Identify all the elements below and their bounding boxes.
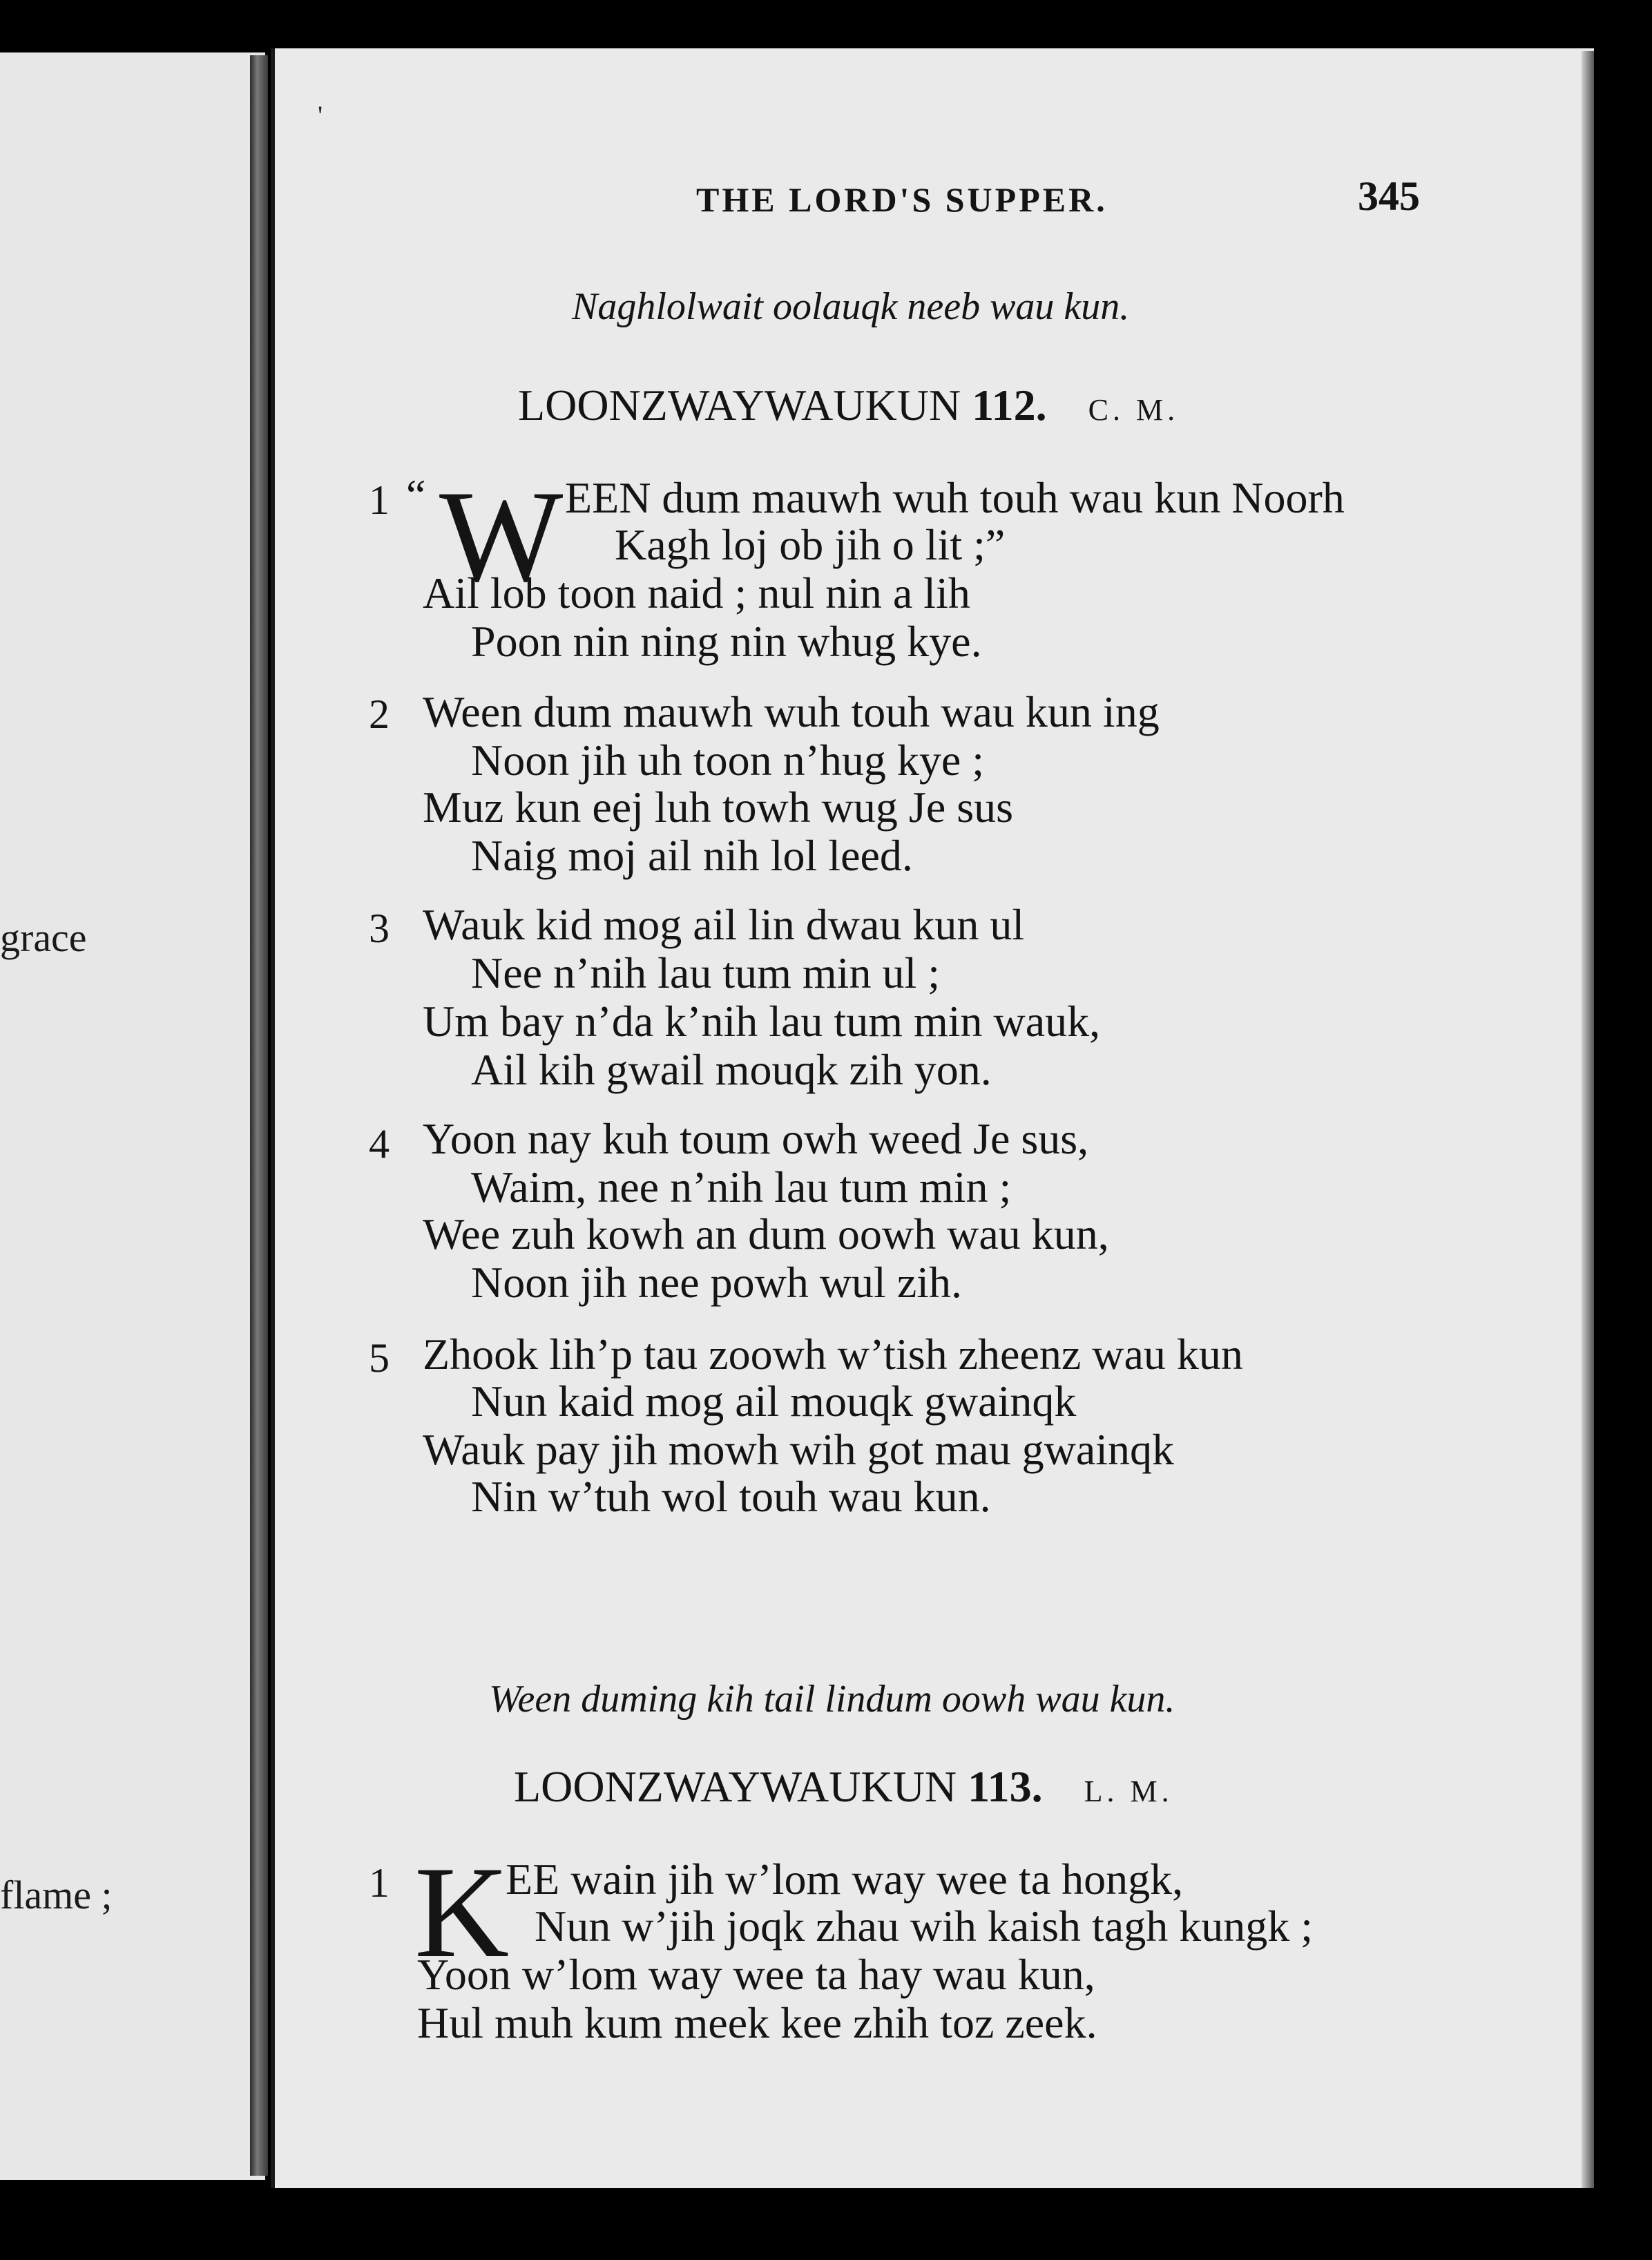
left-page-fragment: grace [0, 915, 87, 960]
print-speck: ' [318, 100, 323, 131]
page-header [275, 131, 1594, 219]
hymn-number: 113. [968, 1762, 1043, 1811]
verse-line: Hul muh kum meek kee zhih toz zeek. [417, 1998, 1097, 2047]
page-edge-shadow [1582, 51, 1594, 2188]
hymn-heading [514, 1761, 1173, 1812]
verse-line: Um bay n’da k’nih lau tum min wauk, [423, 997, 1101, 1046]
hymn-number: 112. [972, 381, 1047, 430]
page-number: 345 [1358, 173, 1420, 219]
book-gutter [250, 55, 268, 2176]
verse-number: 2 [369, 691, 390, 737]
hymn-meter: L. M. [1084, 1774, 1173, 1808]
hymn-subtitle: Ween duming kih tail lindum oowh wau kun. [489, 1678, 1175, 1721]
left-page [0, 52, 265, 2180]
drop-cap: W [439, 464, 564, 609]
verse-number: 4 [369, 1121, 390, 1167]
verse-line: Wauk kid mog ail lin dwau kun ul [423, 900, 1025, 949]
hymn-meter: C. M. [1088, 393, 1180, 427]
verse-line: Noon jih uh toon n’hug kye ; [471, 736, 985, 785]
hymn-subtitle: Naghlolwait oolauqk neeb wau kun. [572, 285, 1130, 328]
verse-line: Nun w’jih joqk zhau wih kaish tagh kungk ; [535, 1902, 1313, 1951]
hymn-heading [518, 380, 1179, 431]
drop-cap: K [414, 1840, 510, 1985]
verse-line: Poon nin ning nin whug kye. [471, 617, 982, 666]
verse-number: 1 [369, 477, 390, 523]
verse-line: Naig moj ail nih lol leed. [471, 831, 913, 880]
verse-number: 5 [369, 1335, 390, 1381]
right-page [271, 48, 1594, 2188]
verse-number: 3 [369, 906, 390, 951]
verse-line: Muz kun eej luh towh wug Je sus [423, 783, 1014, 832]
hymn-heading-title: LOONZWAYWAUKUN [514, 1762, 957, 1811]
verse-line: Noon jih nee powh wul zih. [471, 1258, 962, 1307]
left-page-fragment: flame ; [0, 1873, 113, 1917]
verse-line: Nun kaid mog ail mouqk gwainqk [471, 1377, 1077, 1426]
verse-number: 1 [369, 1860, 390, 1906]
verse-line: Wee zuh kowh an dum oowh wau kun, [423, 1209, 1109, 1258]
open-quote: “ [406, 470, 426, 519]
verse-line: Kagh loj ob jih o lit ;” [615, 520, 1006, 569]
verse-line: Ail lob toon naid ; nul nin a lih [423, 568, 970, 617]
verse-line: Waim, nee n’nih lau tum min ; [471, 1162, 1012, 1212]
verse-line: Nin w’tuh wol touh wau kun. [471, 1472, 991, 1521]
running-title: THE LORD'S SUPPER. [696, 180, 1108, 219]
verse-line: Ail kih gwail mouqk zih yon. [471, 1045, 992, 1094]
verse-line: Yoon w’lom way wee ta hay wau kun, [417, 1950, 1095, 1999]
verse-line: Yoon nay kuh toum owh weed Je sus, [423, 1114, 1089, 1163]
verse-line: Ween dum mauwh wuh touh wau kun ing [423, 687, 1160, 736]
verse-line: EE wain jih w’lom way wee ta hongk, [506, 1855, 1184, 1904]
verse-line: Wauk pay jih mowh wih got mau gwainqk [423, 1425, 1175, 1474]
verse-line: EEN dum mauwh wuh touh wau kun Noorh [565, 473, 1345, 522]
verse-line: Zhook lih’p tau zoowh w’tish zheenz wau kun [423, 1330, 1243, 1379]
verse-line: Nee n’nih lau tum min ul ; [471, 948, 940, 997]
hymn-heading-title: LOONZWAYWAUKUN [518, 381, 961, 430]
